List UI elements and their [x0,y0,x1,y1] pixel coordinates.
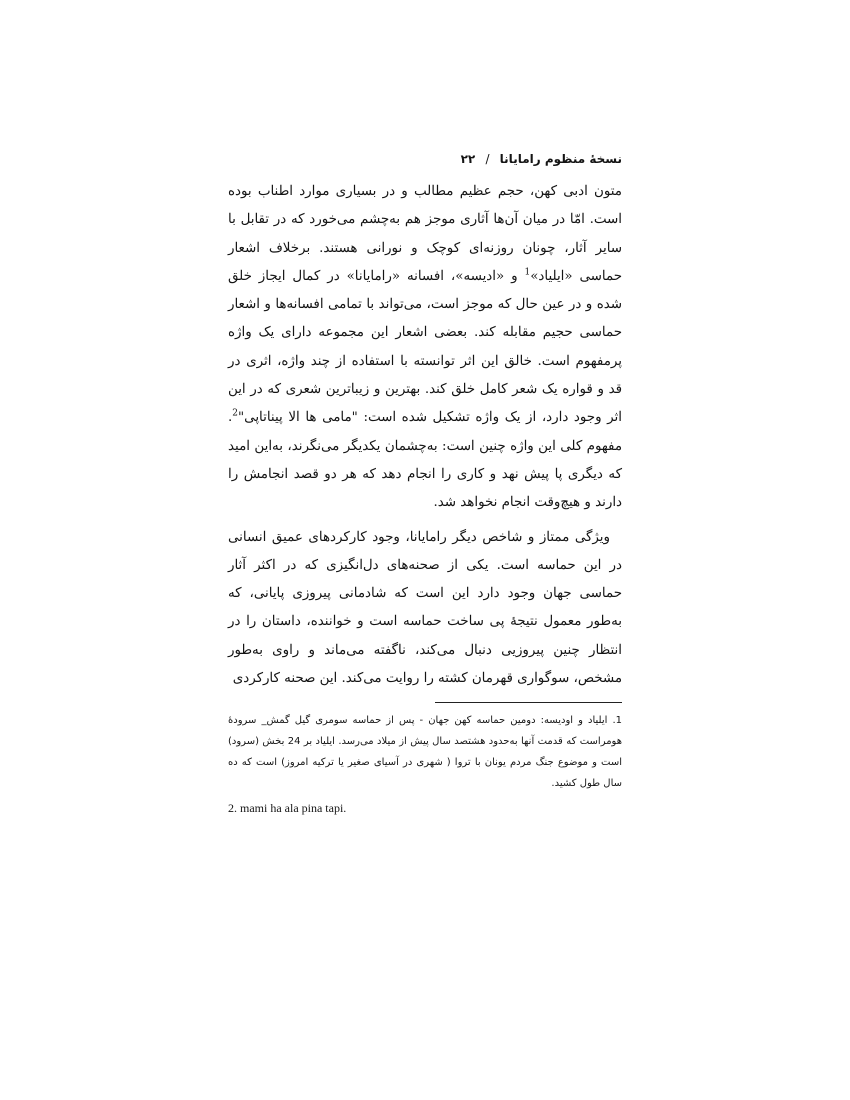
body-text [228,178,622,693]
page-number: ۲۲ [460,152,476,166]
footnotes [228,710,622,819]
footnote-1: 1. ایلیاد و اودیسه: دومین حماسه کهن جهان - پس از حماسه سومری گیل گمش_ سرودهٔ هومراست که قدمت آنها به‌حدود هشتصد سال پیش از میلاد می‌رسد. ایلیاد بر 24 بخش (سرود) است و موضوع جنگ مردم یونان با تروا ( شهری در آسیای صغیر یا ترکیه امروز) است که ده سال طول کشید. [228,715,623,789]
footnote-ref-2: 2 [232,408,238,419]
paragraph-1-part-1: متون ادبی کهن، حجم عظیم مطالب و در بسیاری موارد اطناب بوده است. امّا در میان آن‌ها آثاری موجز هم به‌چشم می‌خورد که در تقابل با سایر آثار، چونان روزنه‌ای کوچک و نورانی هستند. برخلاف اشعار حماسی «ایلیاد» [228,184,622,284]
header-separator: / [485,152,490,166]
footnote-ref-1: 1 [524,267,531,278]
paragraph-1-part-2: و «ادیسه»، افسانه «رامایانا» در کمال ایجاز خلق شده و در عین حال که موجز است، می‌تواند با تمامی افسانه‌ها و اشعار حماسی حجیم مقابله کند. بعضی اشعار این مجموعه دارای یک واژه پرمفهوم است. خالق این اثر توانسته با استفاده از چند واژه، اثری در قد و قواره یک شعر کامل خلق کند. بهترین و زیباترین شعری که در این اثر وجود دارد، از یک واژه تشکیل شده است: "مامی ها الا پیناتاپی" [228,268,622,426]
footnote-2: 2. mami ha ala pina tapi. [228,801,347,815]
header-title: نسخهٔ منظوم رامایانا [499,152,622,166]
paragraph-2: ویژگی ممتاز و شاخص دیگر رامایانا، وجود کارکردهای عمیق انسانی در این حماسه است. یکی از صحنه‌های دل‌انگیزی که در اکثر آثار حماسی جهان وجود دارد این است که شادمانی پیروزی پایانی، که به‌طور معمول نتیجهٔ پی ساخت حماسه است و خواننده، داستان را در انتظار چنین پیروزیی دنبال می‌کند، ناگفته می‌ماند و راوی به‌طور مشخص، سوگواری قهرمان کشته را روایت می‌کند. این صحنه کارکردی [228,529,622,687]
running-header [228,152,622,166]
paragraph-1 [228,178,622,518]
footnote-divider [435,702,622,703]
paragraph-1-part-3: . مفهوم کلی این واژه چنین است: به‌چشمان یکدیگر می‌نگرند، به‌این امید که دیگری پا پیش نهد و کاری را انجام دهد که هر دو قصد انجامش را دارند و هیچ‌وقت انجام نخواهد شد. [228,410,622,511]
